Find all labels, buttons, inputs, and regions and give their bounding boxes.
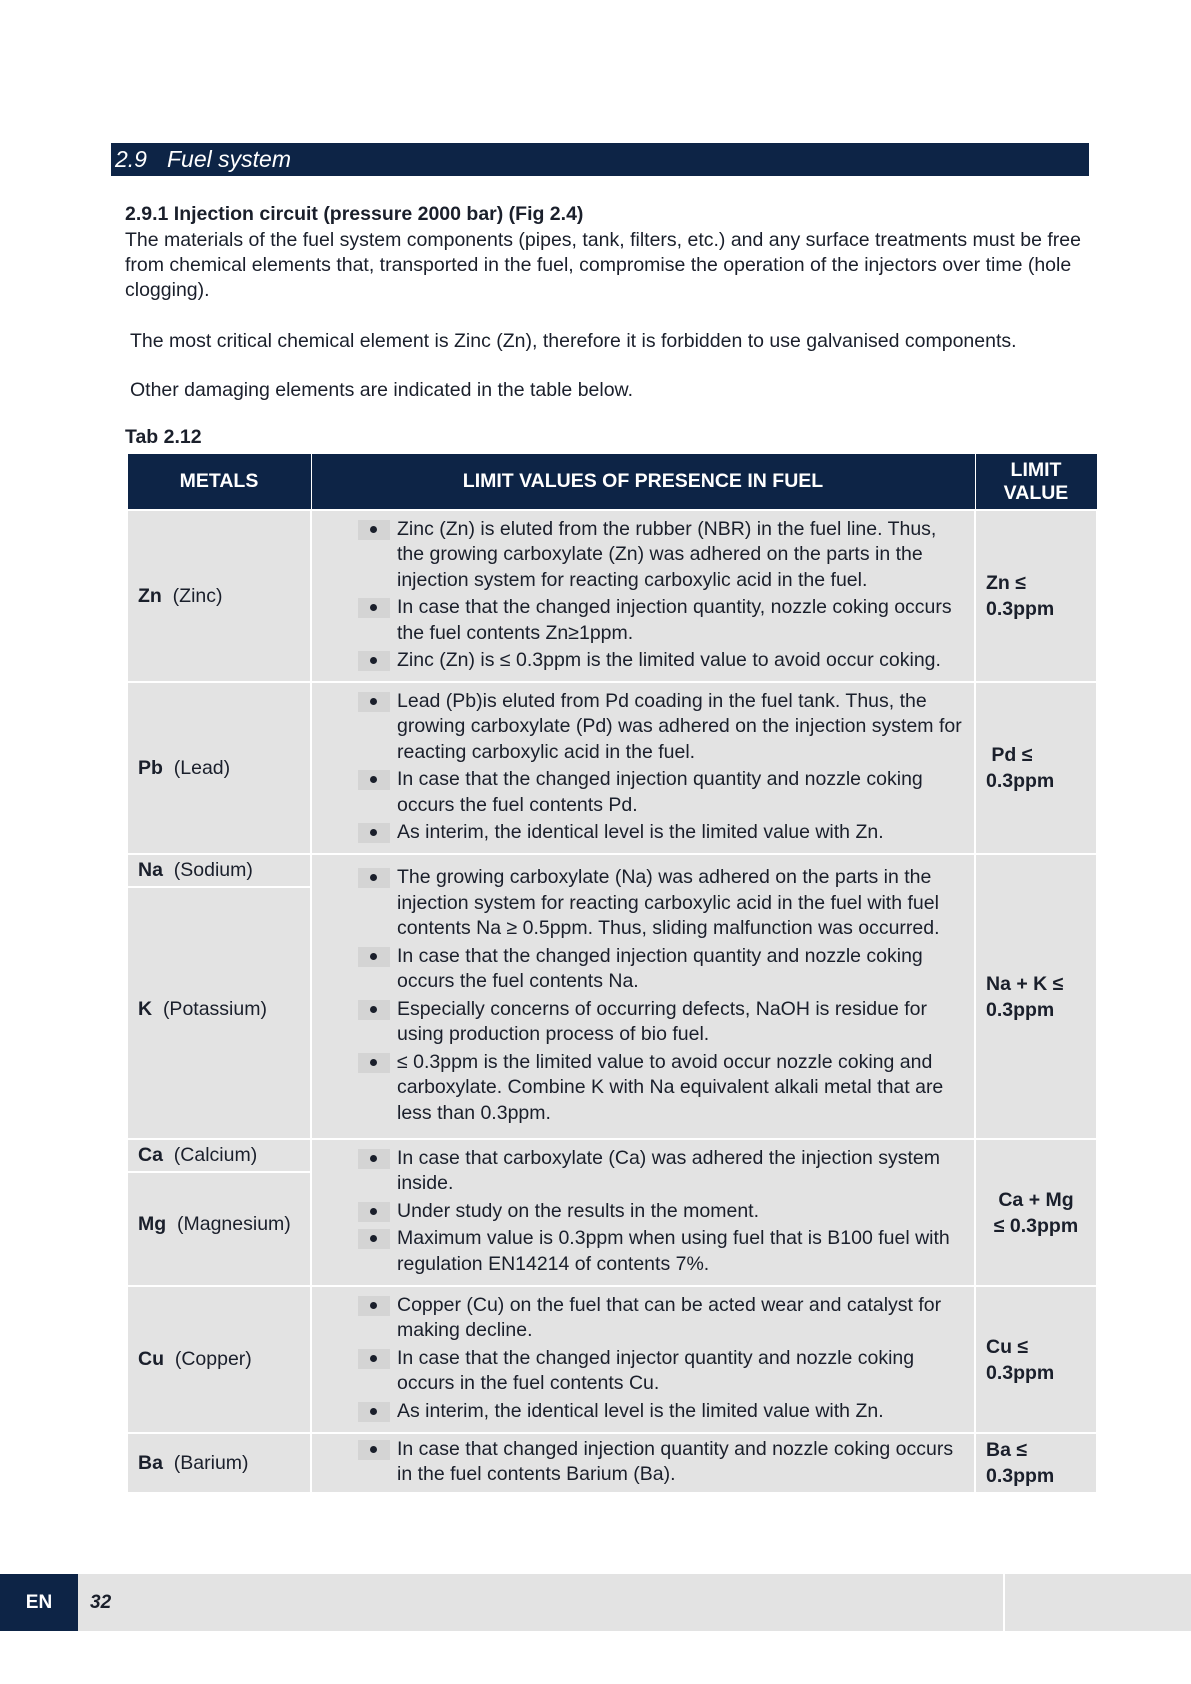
- table-row: [127, 1433, 1097, 1493]
- header-limit-values: LIMIT VALUES OF PRESENCE IN FUEL: [311, 454, 975, 511]
- metal-symbol: Ca: [138, 1144, 163, 1166]
- metal-name: (Lead): [173, 756, 231, 779]
- bullet-item: In case that changed injection quantity and nozzle coking occurs in the fuel contents Barium (Ba).: [312, 1437, 974, 1488]
- bullet-item: Under study on the results in the moment.: [312, 1199, 974, 1225]
- limit-value-cell: Cu ≤ 0.3ppm: [975, 1286, 1097, 1433]
- footer-bar: [0, 1574, 1191, 1631]
- footer-divider: [1003, 1574, 1005, 1631]
- footer-language-tag: EN: [0, 1574, 78, 1631]
- limit-description-cell: [311, 1433, 975, 1493]
- table-row: [127, 1286, 1097, 1433]
- metal-name: (Barium): [173, 1451, 249, 1474]
- bullet-item: As interim, the identical level is the limited value with Zn.: [312, 1399, 974, 1425]
- bullet-item: As interim, the identical level is the limited value with Zn.: [312, 820, 974, 846]
- table-row: [127, 854, 1097, 1139]
- metal-symbol: K: [138, 998, 153, 1020]
- table-header-row: [127, 454, 1097, 511]
- table-caption: Tab 2.12: [125, 426, 202, 448]
- metal-symbol: Ba: [138, 1451, 163, 1474]
- metal-entry: [128, 1140, 310, 1171]
- intro-paragraph: The materials of the fuel system components (pipes, tank, filters, etc.) and any surface treatments must be free from chemical elements that, transported in the fuel, compromise the operation of the injectors over time (hole clogging).: [125, 229, 1081, 301]
- table-row: [127, 1139, 1097, 1286]
- limit-value-cell: Pd ≤ 0.3ppm: [975, 682, 1097, 854]
- header-limit-value: LIMIT VALUE: [975, 454, 1097, 511]
- metal-name: (Magnesium): [177, 1213, 291, 1235]
- metal-name: (Potassium): [162, 998, 267, 1020]
- bullet-item: In case that the changed injection quantity and nozzle coking occurs the fuel contents Pd.: [312, 767, 974, 818]
- metal-cell: [127, 510, 311, 682]
- section-heading-bar: [111, 143, 1089, 176]
- metal-symbol: Na: [138, 859, 163, 881]
- metal-name: (Sodium): [173, 859, 253, 881]
- table-row: [127, 682, 1097, 854]
- header-metals: METALS: [127, 454, 311, 511]
- limit-value-cell: Na + K ≤ 0.3ppm: [975, 854, 1097, 1139]
- metal-cell: [127, 682, 311, 854]
- bullet-item: In case that the changed injection quantity and nozzle coking occurs the fuel contents Na.: [312, 944, 974, 995]
- metal-entry: [128, 855, 310, 886]
- table-intro-paragraph: Other damaging elements are indicated in the table below.: [130, 379, 633, 401]
- subsection-title: 2.9.1 Injection circuit (pressure 2000 bar) (Fig 2.4): [125, 203, 584, 225]
- metal-name: (Calcium): [173, 1144, 258, 1166]
- metal-cell: [127, 854, 311, 1139]
- metal-entry: [128, 1171, 310, 1283]
- bullet-item: Lead (Pb)is eluted from Pd coading in the fuel tank. Thus, the growing carboxylate (Pd) was adhered on the injection system for reacting carboxylic acid in the fuel.: [312, 689, 974, 766]
- limit-description-cell: [311, 854, 975, 1139]
- metal-limits-table: [126, 453, 1098, 1494]
- bullet-item: ≤ 0.3ppm is the limited value to avoid occur nozzle coking and carboxylate. Combine K with Na equivalent alkali metal that are less than 0.3ppm.: [312, 1050, 974, 1127]
- limit-value-cell: Zn ≤ 0.3ppm: [975, 510, 1097, 682]
- bullet-item: In case that carboxylate (Ca) was adhered the injection system inside.: [312, 1146, 974, 1197]
- metal-name: (Copper): [174, 1348, 252, 1370]
- bullet-item: Copper (Cu) on the fuel that can be acted wear and catalyst for making decline.: [312, 1293, 974, 1344]
- bullet-item: Especially concerns of occurring defects, NaOH is residue for using production process of bio fuel.: [312, 997, 974, 1048]
- metal-symbol: Pb: [138, 756, 163, 779]
- bullet-item: In case that the changed injector quantity and nozzle coking occurs in the fuel contents Cu.: [312, 1346, 974, 1397]
- section-number: 2.9: [115, 146, 147, 172]
- bullet-item: Zinc (Zn) is ≤ 0.3ppm is the limited value to avoid occur coking.: [312, 648, 974, 674]
- metal-cell: [127, 1286, 311, 1433]
- bullet-item: The growing carboxylate (Na) was adhered on the parts in the injection system for reacting carboxylic acid in the fuel with fuel contents Na ≥ 0.5ppm. Thus, sliding malfunction was occurred.: [312, 865, 974, 942]
- limit-value-cell: Ca + Mg ≤ 0.3ppm: [975, 1139, 1097, 1286]
- limit-value-cell: Ba ≤ 0.3ppm: [975, 1433, 1097, 1493]
- limit-description-cell: [311, 510, 975, 682]
- metal-symbol: Cu: [138, 1348, 164, 1370]
- section-title: Fuel system: [167, 146, 291, 172]
- metal-symbol: Mg: [138, 1213, 167, 1235]
- bullet-item: In case that the changed injection quantity, nozzle coking occurs the fuel contents Zn≥1ppm.: [312, 595, 974, 646]
- limit-description-cell: [311, 1286, 975, 1433]
- limit-description-cell: [311, 682, 975, 854]
- bullet-item: Zinc (Zn) is eluted from the rubber (NBR) in the fuel line. Thus, the growing carboxylate (Zn) was adhered on the parts in the injection system for reacting carboxylic acid in the fuel.: [312, 517, 974, 594]
- metal-cell: [127, 1433, 311, 1493]
- metal-entry: [128, 886, 310, 1138]
- limit-description-cell: [311, 1139, 975, 1286]
- metal-symbol: Zn: [138, 584, 162, 607]
- zinc-warning-paragraph: The most critical chemical element is Zinc (Zn), therefore it is forbidden to use galvanised components.: [130, 330, 1017, 352]
- metal-name: (Zinc): [172, 584, 223, 607]
- page-number: 32: [90, 1592, 112, 1613]
- metal-cell: [127, 1139, 311, 1286]
- bullet-item: Maximum value is 0.3ppm when using fuel that is B100 fuel with regulation EN14214 of contents 7%.: [312, 1226, 974, 1277]
- table-row: [127, 510, 1097, 682]
